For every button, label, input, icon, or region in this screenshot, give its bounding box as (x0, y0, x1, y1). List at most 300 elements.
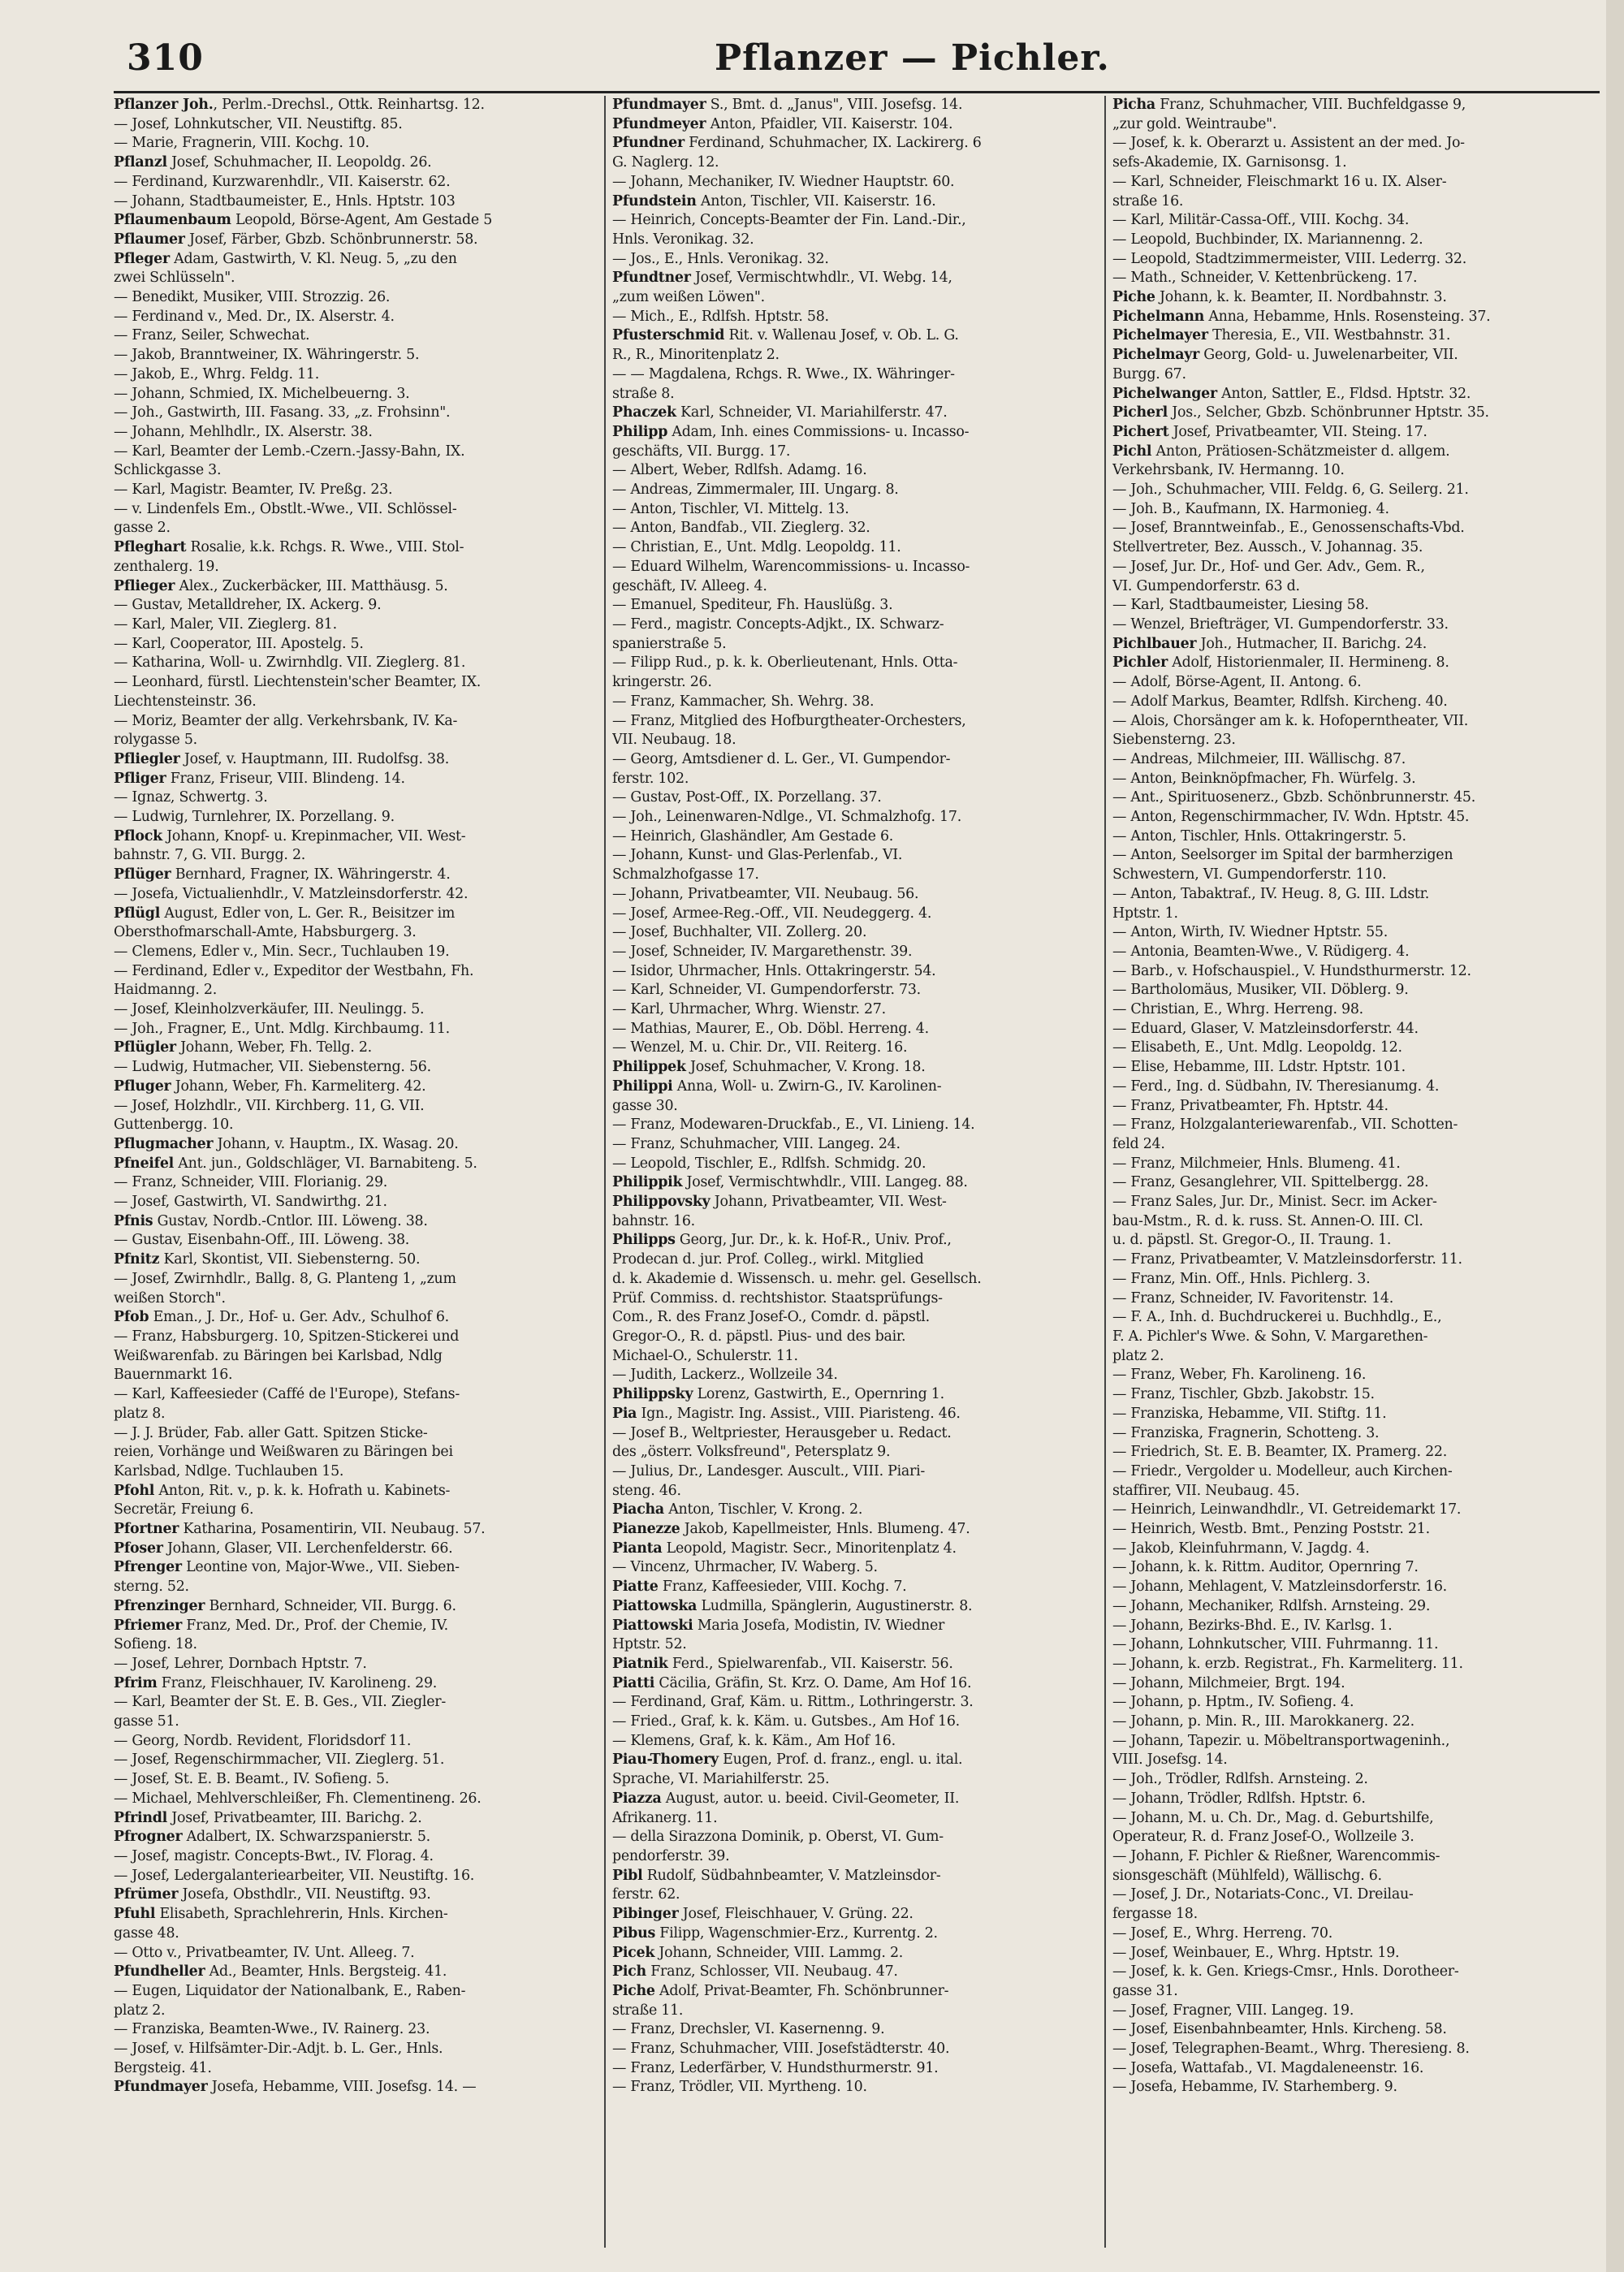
entry-details: pendorferstr. 39. (612, 1847, 730, 1864)
entry-details: — Franziska, Hebamme, VII. Stiftg. 11. (1112, 1405, 1387, 1422)
directory-entry (114, 1558, 599, 1578)
directory-entry (114, 1482, 599, 1501)
directory-entry (1112, 1770, 1600, 1790)
directory-entry (612, 173, 1098, 192)
entry-surname: Pflügler (114, 1039, 176, 1056)
directory-entry (612, 1597, 1098, 1617)
entry-surname: Pflaumenbaum (114, 212, 231, 229)
directory-entry (612, 1693, 1098, 1713)
entry-surname: Picha (1112, 97, 1155, 113)
directory-entry (114, 1655, 599, 1674)
entry-details: — Josef, Buchhalter, VII. Zollerg. 20. (612, 924, 867, 941)
entry-details: platz 8. (114, 1405, 166, 1422)
entry-details: Jos., Selcher, Gbzb. Schönbrunner Hptstr. 35. (1168, 404, 1489, 421)
entry-surname: Philippik (612, 1174, 683, 1191)
directory-entry (114, 750, 599, 770)
entry-details: — Joh., Gastwirth, III. Fasang. 33, „z. Frohsinn". (114, 404, 451, 421)
directory-entry (114, 1347, 599, 1367)
entry-details: — Eduard Wilhelm, Warencommissions- u. Incasso- (612, 558, 970, 575)
entry-details: — Jakob, Kleinfuhrmann, V. Jagdg. 4. (1112, 1540, 1370, 1557)
directory-entry (612, 1155, 1098, 1174)
directory-entry (1112, 1250, 1600, 1270)
directory-entry (1112, 1328, 1600, 1347)
directory-entry (612, 481, 1098, 500)
entry-surname: Philipps (612, 1232, 676, 1249)
entry-details: — Wenzel, Briefträger, VI. Gumpendorferstr. 33. (1112, 616, 1449, 633)
directory-entry (612, 1847, 1098, 1867)
entry-details: — Josef, k. k. Gen. Kriegs-Cmsr., Hnls. Dorotheer- (1112, 1963, 1459, 1980)
entry-details: Adolf, Historienmaler, II. Hermineng. 8. (1168, 654, 1449, 672)
directory-entry (114, 1155, 599, 1174)
directory-entry (612, 1520, 1098, 1540)
directory-entry (1112, 519, 1600, 538)
directory-entry (612, 1732, 1098, 1752)
entry-details: Lorenz, Gastwirth, E., Opernring 1. (693, 1386, 944, 1403)
directory-entry (612, 1867, 1098, 1886)
entry-details: spanierstraße 5. (612, 635, 727, 652)
entry-details: — Franz, Schuhmacher, VIII. Josefstädterstr. 40. (612, 2041, 950, 2058)
directory-entry (612, 385, 1098, 404)
entry-surname: Pflieger (114, 577, 175, 594)
entry-surname: Piattowska (612, 1597, 698, 1614)
entry-details: — Karl, Beamter der St. E. B. Ges., VII. Ziegler- (114, 1694, 446, 1711)
entry-surname: Pibl (612, 1867, 643, 1884)
directory-entry (612, 1231, 1098, 1250)
entry-details: — Franz, Weber, Fh. Karolineng. 16. (1112, 1367, 1367, 1384)
directory-entry (612, 1424, 1098, 1444)
directory-entry (612, 1751, 1098, 1770)
entry-details: — Franz, Min. Off., Hnls. Pichlerg. 3. (1112, 1270, 1371, 1287)
entry-details: — Clemens, Edler v., Min. Secr., Tuchlauben 19. (114, 943, 450, 960)
entry-details: — Marie, Fragnerin, VIII. Kochg. 10. (114, 135, 369, 152)
directory-entry (1112, 1097, 1600, 1117)
entry-details: Com., R. des Franz Josef-O., Comdr. d. päpstl. (612, 1309, 930, 1326)
directory-entry (1112, 1039, 1600, 1058)
directory-entry (114, 211, 599, 231)
entry-details: staffirer, VII. Neubaug. 45. (1112, 1482, 1300, 1499)
entry-details: — Johann, Mehlhdlr., IX. Alserstr. 38. (114, 423, 373, 440)
entry-details: — Moriz, Beamter der allg. Verkehrsbank, IV. Ka- (114, 712, 458, 729)
entry-surname: Pfleger (114, 250, 170, 267)
entry-details: — Josef, Branntweinfab., E., Genossenschafts-Vbd. (1112, 520, 1465, 537)
entry-details: feld 24. (1112, 1135, 1165, 1152)
directory-entry (1112, 1809, 1600, 1829)
directory-entry (1112, 577, 1600, 597)
entry-details: — Elise, Hebamme, III. Ldstr. Hptstr. 101. (1112, 1059, 1406, 1076)
directory-entry (612, 1635, 1098, 1655)
directory-entry (114, 346, 599, 365)
directory-entry (612, 153, 1098, 173)
directory-entry (114, 1809, 599, 1829)
entry-surname: Pfrim (114, 1674, 158, 1691)
directory-entry (612, 1617, 1098, 1636)
entry-surname: Pfleghart (114, 539, 187, 556)
entry-details: — Ludwig, Hutmacher, VII. Siebensterng. 56. (114, 1059, 431, 1076)
directory-entry (1112, 134, 1600, 153)
entry-surname: Philippi (612, 1078, 673, 1095)
directory-entry (612, 365, 1098, 385)
entry-details: Josef, Schuhmacher, II. Leopoldg. 26. (166, 154, 432, 171)
directory-entry (114, 404, 599, 423)
directory-entry (1112, 654, 1600, 673)
entry-details: Johann, Glaser, VII. Lerchenfelderstr. 66. (162, 1540, 453, 1557)
directory-entry (114, 423, 599, 443)
entry-details: Georg, Gold- u. Juwelenarbeiter, VII. (1199, 347, 1458, 364)
entry-details: — Franz, Lederfärber, V. Hundsthurmerstr. 91. (612, 2059, 939, 2076)
directory-entry (1112, 1885, 1600, 1905)
entry-details: — Franz, Privatbeamter, Fh. Hptstr. 44. (1112, 1097, 1389, 1114)
entry-details: Anton, Rit. v., p. k. k. Hofrath u. Kabinets- (154, 1482, 451, 1499)
entry-details: — Franz, Mitglied des Hofburgtheater-Orchesters, (612, 712, 966, 729)
entry-details: Leontine von, Major-Wwe., VII. Sieben- (181, 1559, 460, 1576)
entry-details: Stellvertreter, Bez. Aussch., V. Johannag. 35. (1112, 539, 1423, 556)
entry-surname: Pfriemer (114, 1617, 183, 1634)
entry-details: VIII. Josefsg. 14. (1112, 1752, 1228, 1769)
entry-details: reien, Vorhänge und Weißwaren zu Bäringen bei (114, 1444, 453, 1461)
entry-details: — Emanuel, Spediteur, Fh. Hauslüßg. 3. (612, 597, 893, 614)
entry-details: — Michael, Mehlverschleißer, Fh. Clementineng. 26. (114, 1790, 482, 1807)
directory-entry (114, 1770, 599, 1790)
entry-details: — Franz, Modewaren-Druckfab., E., VI. Linieng. 14. (612, 1117, 975, 1134)
entry-details: — Anton, Regenschirmmacher, IV. Wdn. Hptstr. 45. (1112, 809, 1470, 826)
entry-details: — Josef, Lohnkutscher, VII. Neustiftg. 85. (114, 115, 403, 132)
directory-entry (1112, 1732, 1600, 1752)
entry-details: — Gustav, Eisenbahn-Off., III. Löweng. 38. (114, 1232, 410, 1249)
entry-surname: Pia (612, 1405, 637, 1422)
entry-details: — Ferdinand, Edler v., Expeditor der Westbahn, Fh. (114, 962, 474, 979)
directory-entry (1112, 923, 1600, 943)
entry-details: Karl, Schneider, VI. Mariahilferstr. 47. (676, 404, 948, 421)
entry-details: — Josef, k. k. Oberarzt u. Assistent an der med. Jo- (1112, 135, 1465, 152)
directory-entry (114, 827, 599, 847)
entry-details: — Johann, Tapezir. u. Möbeltransportwageninh., (1112, 1732, 1450, 1749)
entry-details: Bergsteig. 41. (114, 2059, 212, 2076)
page-header (81, 32, 1575, 97)
entry-details: Johann, Knopf- u. Krepinmacher, VII. West- (162, 827, 466, 844)
entry-details: Georg, Jur. Dr., k. k. Hof-R., Univ. Prof., (675, 1232, 952, 1249)
entry-details: — Joh., Trödler, Rdlfsh. Arnsteing. 2. (1112, 1771, 1368, 1788)
entry-details: — Friedrich, St. E. B. Beamter, IX. Pramerg. 22. (1112, 1444, 1447, 1461)
entry-details: — Anton, Tabaktraf., IV. Heug. 8, G. III. Ldstr. (1112, 885, 1430, 902)
directory-entry (612, 326, 1098, 346)
directory-entry (114, 1905, 599, 1924)
entry-surname: Pichler (1112, 654, 1168, 672)
directory-entry (114, 1289, 599, 1309)
directory-entry (114, 2059, 599, 2079)
entry-surname: Pfundner (612, 135, 685, 152)
entry-details: — Barb., v. Hofschauspiel., V. Hundsthurmerstr. 12. (1112, 962, 1471, 979)
entry-details: — Karl, Uhrmacher, Whrg. Wienstr. 27. (612, 1001, 886, 1018)
entry-details: — Adolf, Börse-Agent, II. Antong. 6. (1112, 674, 1362, 691)
entry-details: Cäcilia, Gräfin, St. Krz. O. Dame, Am Hof 16. (654, 1674, 972, 1691)
entry-details: platz 2. (1112, 1347, 1164, 1364)
directory-entry (612, 1809, 1098, 1829)
directory-entry (114, 1000, 599, 1020)
directory-entry (612, 750, 1098, 770)
entry-details: — Johann, Schmied, IX. Michelbeuerng. 3. (114, 385, 410, 402)
entry-details: Johann, k. k. Beamter, II. Nordbahnstr. 3. (1155, 289, 1447, 306)
entry-details: — Franz, Milchmeier, Hnls. Blumeng. 41. (1112, 1155, 1401, 1172)
directory-entry (612, 1462, 1098, 1482)
directory-entry (1112, 1347, 1600, 1367)
directory-entry (1112, 943, 1600, 962)
entry-details: — Josef, Regenschirmmacher, VII. Zieglerg. 51. (114, 1752, 445, 1769)
directory-entry (612, 731, 1098, 750)
directory-entry (612, 635, 1098, 654)
entry-details: Rit. v. Wallenau Josef, v. Ob. L. G. (724, 327, 959, 344)
entry-details: sterng. 52. (114, 1579, 189, 1596)
directory-entry (612, 654, 1098, 673)
entry-details: — — Magdalena, Rchgs. R. Wwe., IX. Währinger- (612, 365, 955, 382)
directory-entry (114, 770, 599, 789)
directory-entry (114, 654, 599, 673)
entry-details: Rosalie, k.k. Rchgs. R. Wwe., VIII. Stol- (186, 539, 464, 556)
entry-surname: Pianezze (612, 1521, 680, 1538)
entry-surname: Pianta (612, 1540, 663, 1557)
directory-entry (1112, 173, 1600, 192)
directory-entry (114, 2078, 599, 2097)
entry-details: — Johann, p. Min. R., III. Marokkanerg. 22. (1112, 1713, 1415, 1730)
directory-entry (612, 288, 1098, 308)
entry-details: — Johann, Stadtbaumeister, E., Hnls. Hptstr. 103 (114, 192, 456, 209)
directory-entry (612, 192, 1098, 212)
directory-entry (612, 885, 1098, 905)
directory-entry (1112, 1597, 1600, 1617)
directory-entry (1112, 712, 1600, 732)
entry-details: Operateur, R. d. Franz Josef-O., Wollzeile 3. (1112, 1829, 1415, 1846)
entry-details: Karlsbad, Ndlge. Tuchlauben 15. (114, 1462, 344, 1479)
entry-surname: Piau-Thomery (612, 1752, 719, 1769)
entry-details: Johann, Schneider, VIII. Lammg. 2. (654, 1944, 904, 1961)
directory-entry (1112, 731, 1600, 750)
directory-entry (114, 1424, 599, 1444)
entry-details: — Franz, Habsburgerg. 10, Spitzen-Stickerei und (114, 1328, 460, 1345)
directory-entry (612, 1655, 1098, 1674)
directory-entry (1112, 1655, 1600, 1674)
directory-entry (114, 1597, 599, 1617)
directory-entry (612, 1982, 1098, 2002)
entry-details: steng. 46. (612, 1482, 681, 1499)
directory-entry (114, 1520, 599, 1540)
entry-details: — Johann, Trödler, Rdlfsh. Hptstr. 6. (1112, 1790, 1366, 1807)
directory-entry (612, 1558, 1098, 1578)
directory-entry (612, 538, 1098, 558)
entry-details: Franz, Fleischhauer, IV. Karolineng. 29. (157, 1674, 438, 1691)
entry-details: — Christian, E., Unt. Mdlg. Leopoldg. 11. (612, 539, 901, 556)
directory-entry (114, 1173, 599, 1193)
entry-details: zwei Schlüsseln". (114, 270, 235, 287)
entry-details: — Josef, Telegraphen-Beamt., Whrg. Theresieng. 8. (1112, 2041, 1470, 2058)
entry-details: Ferd., Spielwarenfab., VII. Kaiserstr. 56. (667, 1655, 953, 1672)
directory-entry (612, 2078, 1098, 2097)
entry-surname: Piatti (612, 1674, 655, 1691)
entry-details: — Ferdinand, Graf, Käm. u. Rittm., Lothringerstr. 3. (612, 1694, 974, 1711)
directory-entry (1112, 981, 1600, 1000)
directory-entry (612, 1270, 1098, 1289)
directory-entry (114, 1250, 599, 1270)
entry-details: — Mich., E., Rdlfsh. Hptstr. 58. (612, 308, 829, 325)
entry-surname: Pfundmayer (612, 97, 706, 113)
entry-details: — Albert, Weber, Rdlfsh. Adamg. 16. (612, 462, 867, 479)
entry-details: — Benedikt, Musiker, VIII. Strozzig. 26. (114, 289, 391, 306)
entry-details: Ad., Beamter, Hnls. Bergsteig. 41. (205, 1963, 447, 1980)
directory-entry (612, 1405, 1098, 1424)
directory-entry (1112, 1558, 1600, 1578)
entry-details: Schlickgasse 3. (114, 462, 222, 479)
directory-entry (612, 404, 1098, 423)
directory-entry (1112, 2020, 1600, 2040)
entry-details: — Franz, Gesanglehrer, VII. Spittelbergg. 28. (1112, 1174, 1429, 1191)
entry-details: kringerstr. 26. (612, 674, 712, 691)
directory-entry (1112, 1289, 1600, 1309)
entry-details: — Ferd., Ing. d. Südbahn, IV. Theresianumg. 4. (1112, 1078, 1440, 1095)
entry-details: — della Sirazzona Dominik, p. Oberst, VI. Gum- (612, 1829, 944, 1846)
directory-entry (612, 596, 1098, 616)
entry-details: August, Edler von, L. Ger. R., Beisitzer im (160, 905, 456, 922)
directory-entry (114, 558, 599, 577)
entry-details: — Anton, Beinknöpfmacher, Fh. Würfelg. 3. (1112, 770, 1416, 787)
entry-surname: Pichlbauer (1112, 635, 1197, 652)
entry-details: — Joh., Fragner, E., Unt. Mdlg. Kirchbaumg. 11. (114, 1020, 450, 1037)
entry-details: — Jakob, E., Whrg. Feldg. 11. (114, 365, 320, 382)
directory-entry (114, 788, 599, 808)
entry-details: platz 2. (114, 2002, 166, 2019)
directory-entry (1112, 1212, 1600, 1232)
directory-entry (612, 616, 1098, 635)
directory-entry (612, 2002, 1098, 2021)
directory-entry (1112, 538, 1600, 558)
directory-entry (1112, 1828, 1600, 1847)
directory-entry (114, 96, 599, 115)
entry-details: — Karl, Cooperator, III. Apostelg. 5. (114, 635, 364, 652)
entry-details: — Heinrich, Westb. Bmt., Penzing Poststr. 21. (1112, 1521, 1430, 1538)
directory-entry (114, 173, 599, 192)
directory-entry (114, 1462, 599, 1482)
entry-details: gasse 30. (612, 1097, 678, 1114)
entry-details: — Josef, Gastwirth, VI. Sandwirthg. 21. (114, 1194, 387, 1211)
directory-entry (114, 1270, 599, 1289)
entry-details: — Mathias, Maurer, E., Ob. Döbl. Herreng. 4. (612, 1020, 929, 1037)
entry-details: — Jakob, Branntweiner, IX. Währingerstr. 5. (114, 347, 420, 364)
entry-surname: Pfrindl (114, 1809, 167, 1826)
entry-details: — Karl, Militär-Cassa-Off., VIII. Kochg. 34. (1112, 212, 1410, 229)
directory-entry (114, 846, 599, 866)
entry-details: — Johann, k. erzb. Registrat., Fh. Karmeliterg. 11. (1112, 1655, 1463, 1672)
directory-entry (114, 673, 599, 693)
directory-entry (114, 326, 599, 346)
entry-surname: Pfoser (114, 1540, 163, 1557)
entry-details: bau-Mstm., R. d. k. russ. St. Annen-O. III. Cl. (1112, 1212, 1423, 1229)
entry-details: Anton, Pfaidler, VII. Kaiserstr. 104. (706, 115, 953, 132)
directory-entry (114, 1231, 599, 1250)
entry-details: Burgg. 67. (1112, 365, 1186, 382)
entry-details: — Johann, Mehlagent, V. Matzleinsdorferstr. 16. (1112, 1579, 1447, 1596)
entry-details: Elisabeth, Sprachlehrerin, Hnls. Kirchen- (155, 1906, 448, 1923)
directory-entry (1112, 231, 1600, 250)
entry-surname: Piattowski (612, 1617, 693, 1634)
directory-entry (1112, 1751, 1600, 1770)
entry-details: — Katharina, Woll- u. Zwirnhdlg. VII. Zieglerg. 81. (114, 654, 466, 672)
entry-details: — Alois, Chorsänger am k. k. Hofoperntheater, VII. (1112, 712, 1469, 729)
entry-details: gasse 51. (114, 1713, 179, 1730)
entry-details: — Klemens, Graf, k. k. Käm., Am Hof 16. (612, 1732, 896, 1749)
entry-details: Franz, Med. Dr., Prof. der Chemie, IV. (182, 1617, 448, 1634)
directory-entry (1112, 153, 1600, 173)
directory-entry (1112, 1674, 1600, 1694)
directory-entry (1112, 365, 1600, 385)
entry-details: geschäft, IV. Alleeg. 4. (612, 577, 767, 594)
directory-entry (1112, 1078, 1600, 1097)
directory-entry (612, 1963, 1098, 1982)
directory-entry (612, 96, 1098, 115)
entry-details: — Leopold, Tischler, E., Rdlfsh. Schmidg. 20. (612, 1155, 926, 1172)
entry-details: — Bartholomäus, Musiker, VII. Döblerg. 9. (1112, 982, 1409, 999)
directory-entry (612, 981, 1098, 1000)
directory-entry (114, 808, 599, 827)
entry-surname: Pflanzl (114, 154, 167, 171)
entry-details: Johann, v. Hauptm., IX. Wasag. 20. (213, 1135, 459, 1152)
entry-surname: Pflaumer (114, 231, 185, 248)
entry-details: — Johann, Milchmeier, Brgt. 194. (1112, 1674, 1345, 1691)
directory-entry (612, 808, 1098, 827)
entry-details: — Josef, Weinbauer, E., Whrg. Hptstr. 19. (1112, 1944, 1400, 1961)
directory-entry (1112, 443, 1600, 462)
directory-entry (612, 1924, 1098, 1944)
entry-details: — Ferd., magistr. Concepts-Adjkt., IX. Schwarz- (612, 616, 944, 633)
directory-entry (612, 1289, 1098, 1309)
directory-entry (612, 905, 1098, 924)
entry-details: — Johann, p. Hptm., IV. Sofieng. 4. (1112, 1694, 1354, 1711)
entry-details: — Josef, Jur. Dr., Hof- und Ger. Adv., Gem. R., (1112, 558, 1425, 575)
entry-details: — Leopold, Buchbinder, IX. Mariannenng. 2. (1112, 231, 1423, 248)
entry-details: Bernhard, Fragner, IX. Währingerstr. 4. (171, 866, 451, 883)
entry-surname: Piacha (612, 1501, 664, 1518)
directory-entry (1112, 423, 1600, 443)
entry-surname: Pfrenger (114, 1559, 182, 1576)
column-1 (114, 96, 599, 2256)
directory-entry (114, 943, 599, 962)
entry-details: Siebensterng. 23. (1112, 732, 1236, 749)
directory-entry (114, 905, 599, 924)
directory-entry (114, 1885, 599, 1905)
entry-details: Hptstr. 52. (612, 1636, 687, 1653)
entry-details: — Wenzel, M. u. Chir. Dr., VII. Reiterg. 16. (612, 1039, 908, 1056)
directory-entry (114, 1635, 599, 1655)
directory-entry (612, 2020, 1098, 2040)
entry-details: — Josef, Schneider, IV. Margarethenstr. 39. (612, 943, 913, 960)
entry-details: — Johann, Mechaniker, Rdlfsh. Arnsteing. 29. (1112, 1597, 1431, 1614)
directory-entry (612, 1308, 1098, 1328)
entry-details: — Karl, Beamter der Lemb.-Czern.-Jassy-Bahn, IX. (114, 443, 465, 460)
directory-entry (612, 1443, 1098, 1462)
entry-details: — Johann, k. k. Rittm. Auditor, Opernring 7. (1112, 1559, 1419, 1576)
directory-entry (1112, 1058, 1600, 1078)
directory-entry (1112, 808, 1600, 827)
entry-details: — Heinrich, Leinwandhdlr., VI. Getreidemarkt 17. (1112, 1501, 1462, 1518)
directory-entry (612, 673, 1098, 693)
entry-details: des „österr. Volksfreund", Petersplatz 9. (612, 1444, 891, 1461)
entry-details: sefs-Akademie, IX. Garnisonsg. 1. (1112, 154, 1347, 171)
entry-details: — Leopold, Stadtzimmermeister, VIII. Lederrg. 32. (1112, 250, 1466, 267)
entry-details: Sofieng. 18. (114, 1636, 197, 1653)
entry-surname: Pfliegler (114, 750, 180, 767)
entry-details: — Josef, St. E. B. Beamt., IV. Sofieng. 5. (114, 1771, 390, 1788)
directory-entry (612, 1000, 1098, 1020)
entry-details: Eman., J. Dr., Hof- u. Ger. Adv., Schulhof 6. (149, 1309, 449, 1326)
entry-surname: Pichert (1112, 423, 1169, 440)
entry-details: — Joh. B., Kaufmann, IX. Harmonieg. 4. (1112, 500, 1389, 517)
directory-entry (612, 250, 1098, 270)
